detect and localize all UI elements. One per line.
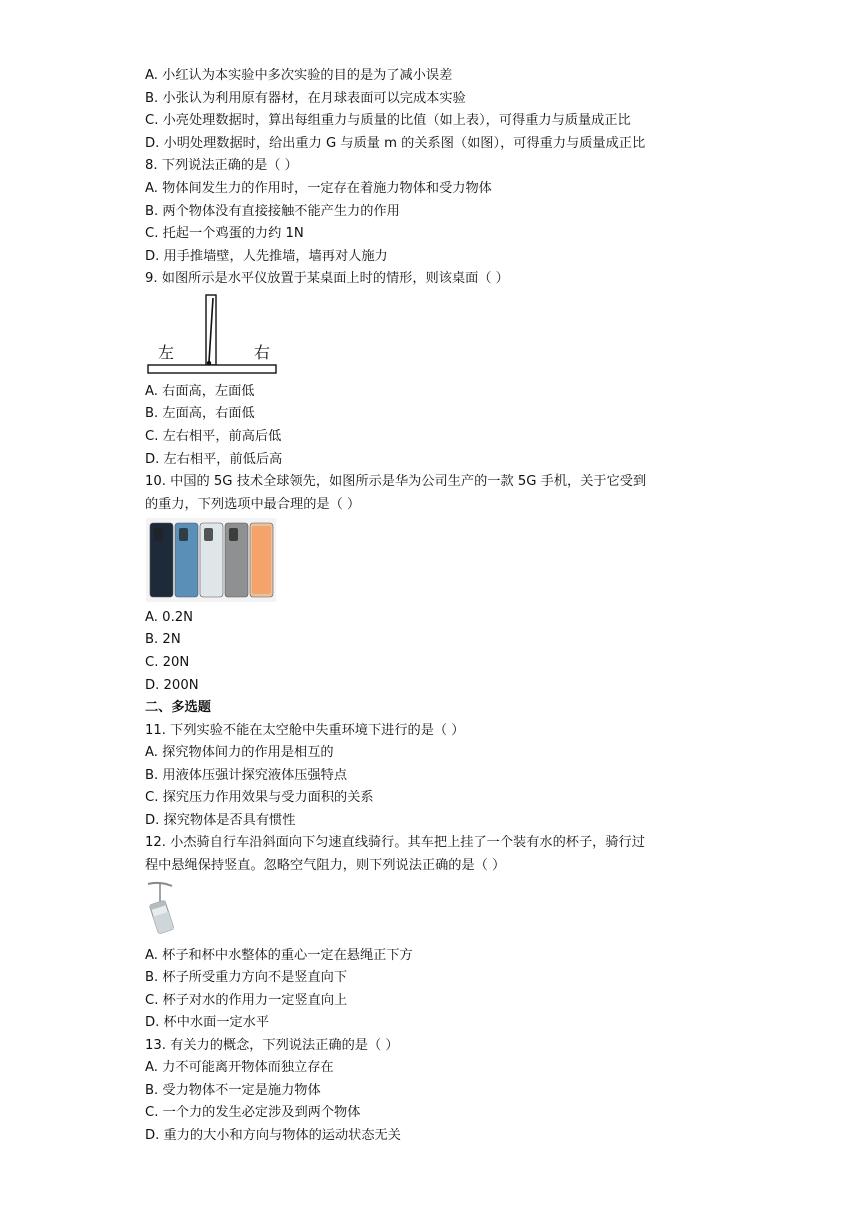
- phones-group: [150, 523, 273, 597]
- q12-option-a: A. 杯子和杯中水整体的重心一定在悬绳正下方: [145, 948, 413, 963]
- q10-option-b: B. 2N: [145, 632, 181, 647]
- q7-option-d: D. 小明处理数据时，给出重力 G 与质量 m 的关系图（如图），可得重力与质量成正比: [145, 136, 646, 151]
- q9-option-d: D. 左右相平，前低后高: [145, 452, 283, 467]
- q10-option-c: C. 20N: [145, 655, 190, 670]
- phone-screen: [252, 526, 271, 594]
- q8-option-a: A. 物体间发生力的作用时，一定存在着施力物体和受力物体: [145, 181, 492, 196]
- section-heading-multiple-choice: 二、多选题: [145, 700, 211, 715]
- q13-option-a: A. 力不可能离开物体而独立存在: [145, 1060, 334, 1075]
- hanging-cup-figure: [146, 880, 186, 940]
- phone-camera-2: [179, 528, 188, 541]
- q13-stem: 13. 有关力的概念，下列说法正确的是（ ）: [145, 1038, 399, 1053]
- q12-stem-line1: 12. 小杰骑自行车沿斜面向下匀速直线骑行。其车把上挂了一个装有水的杯子，骑行过: [145, 835, 645, 850]
- q7-option-a: A. 小红认为本实验中多次实验的目的是为了减小误差: [145, 68, 453, 83]
- q10-option-a: A. 0.2N: [145, 610, 194, 625]
- q11-stem: 11. 下列实验不能在太空舱中失重环境下进行的是（ ）: [145, 723, 465, 738]
- q7-option-b: B. 小张认为利用原有器材，在月球表面可以完成本实验: [145, 91, 466, 106]
- q12-stem-line2: 程中悬绳保持竖直。忽略空气阻力，则下列说法正确的是（ ）: [145, 858, 506, 873]
- q13-option-b: B. 受力物体不一定是施力物体: [145, 1083, 321, 1098]
- q10-stem-line1: 10. 中国的 5G 技术全球领先，如图所示是华为公司生产的一款 5G 手机，关于它受到: [145, 474, 647, 489]
- label-right: 右: [254, 343, 271, 362]
- q11-option-c: C. 探究压力作用效果与受力面积的关系: [145, 790, 374, 805]
- q10-stem-line2: 的重力，下列选项中最合理的是（ ）: [145, 497, 361, 512]
- phones-figure: [146, 518, 276, 602]
- q12-option-c: C. 杯子对水的作用力一定竖直向上: [145, 993, 348, 1008]
- level-instrument-figure: [146, 294, 286, 378]
- q12-option-b: B. 杯子所受重力方向不是竖直向下: [145, 970, 348, 985]
- q13-option-c: C. 一个力的发生必定涉及到两个物体: [145, 1105, 361, 1120]
- q8-option-c: C. 托起一个鸡蛋的力约 1N: [145, 226, 304, 241]
- q8-stem: 8. 下列说法正确的是（ ）: [145, 158, 298, 173]
- q8-option-d: D. 用手推墙壁，人先推墙，墙再对人施力: [145, 249, 388, 264]
- q11-option-b: B. 用液体压强计探究液体压强特点: [145, 768, 348, 783]
- cup: [149, 900, 173, 933]
- q9-option-c: C. 左右相平，前高后低: [145, 429, 282, 444]
- q9-option-b: B. 左面高，右面低: [145, 406, 255, 421]
- table-surface: [148, 365, 276, 373]
- q10-option-d: D. 200N: [145, 678, 199, 693]
- label-left: 左: [158, 343, 175, 362]
- q12-option-d: D. 杯中水面一定水平: [145, 1015, 270, 1030]
- phone-camera-3: [204, 528, 213, 541]
- phone-camera-4: [229, 528, 238, 541]
- q7-option-c: C. 小亮处理数据时，算出每组重力与质量的比值（如上表），可得重力与质量成正比: [145, 113, 631, 128]
- q9-stem: 9. 如图所示是水平仪放置于某桌面上时的情形，则该桌面（ ）: [145, 271, 509, 286]
- q11-option-d: D. 探究物体是否具有惯性: [145, 813, 296, 828]
- phone-camera-1: [154, 528, 163, 541]
- q9-option-a: A. 右面高，左面低: [145, 384, 255, 399]
- q13-option-d: D. 重力的大小和方向与物体的运动状态无关: [145, 1128, 401, 1143]
- q8-option-b: B. 两个物体没有直接接触不能产生力的作用: [145, 204, 400, 219]
- q11-option-a: A. 探究物体间力的作用是相互的: [145, 745, 334, 760]
